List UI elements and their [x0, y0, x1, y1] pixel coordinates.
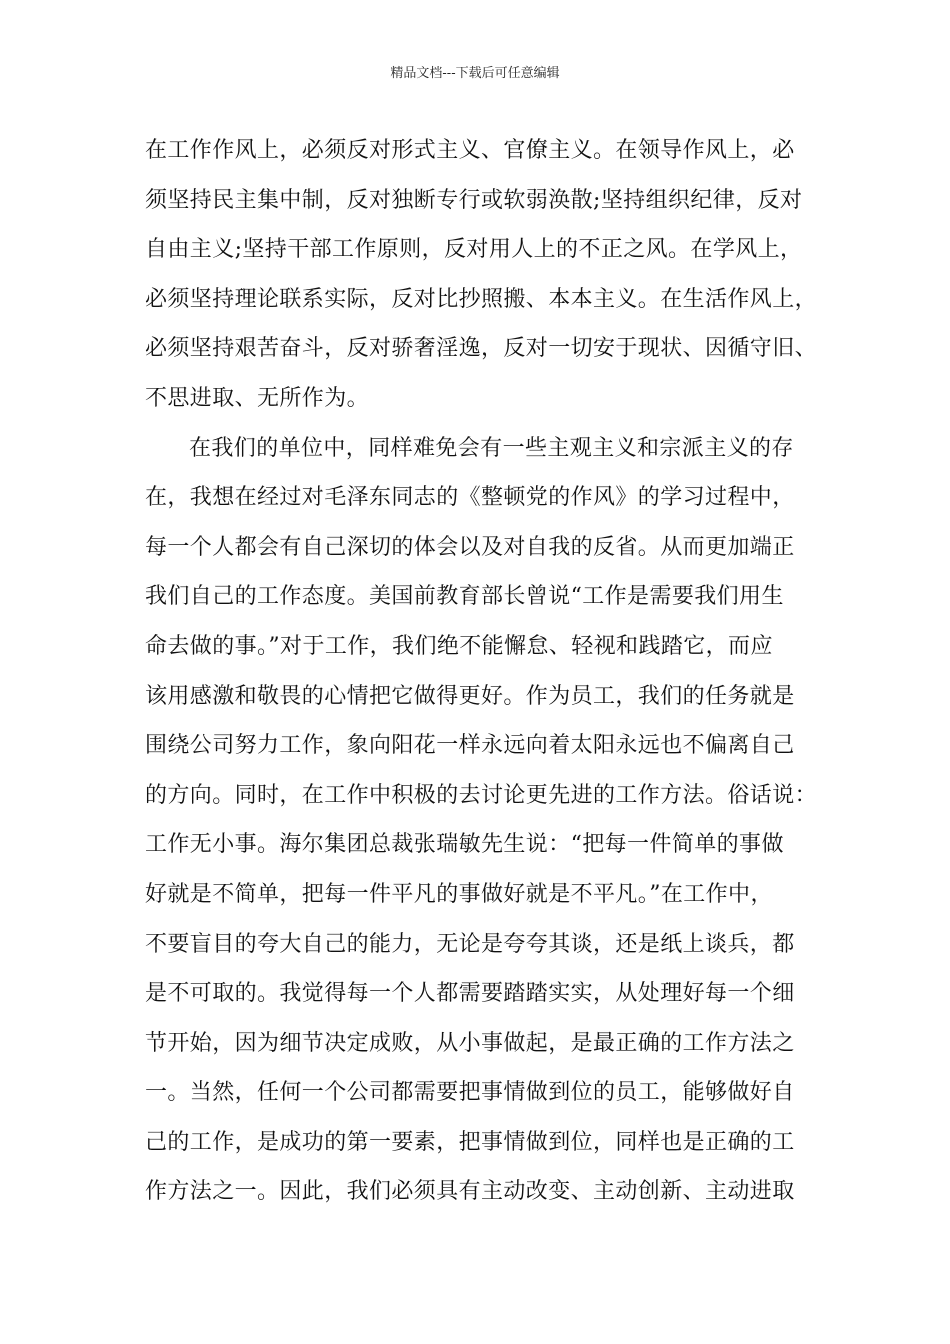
- text-line: 必须坚持艰苦奋斗，反对骄奢淫逸，反对一切安于现状、因循守旧、: [145, 336, 818, 362]
- text-line: 在我们的单位中，同样难免会有一些主观主义和宗派主义的存: [189, 435, 794, 461]
- text-line: 我们自己的工作态度。美国前教育部长曾说“工作是需要我们用生: [145, 584, 784, 610]
- text-line: 在，我想在经过对毛泽东同志的《整顿党的作风》的学习过程中，: [145, 485, 795, 511]
- text-line: 该用感激和敬畏的心情把它做得更好。作为员工，我们的任务就是: [145, 683, 795, 709]
- paragraph-1: [145, 126, 835, 424]
- text-line: 是不可取的。我觉得每一个人都需要踏踏实实，从处理好每一个细: [145, 981, 795, 1007]
- text-line: 命去做的事。”对于工作，我们绝不能懈怠、轻视和践踏它，而应: [145, 633, 773, 659]
- text-line: 工作无小事。海尔集团总裁张瑞敏先生说：“把每一件简单的事做: [145, 832, 784, 858]
- text-line: 每一个人都会有自己深切的体会以及对自我的反省。从而更加端正: [145, 534, 795, 560]
- text-line: 好就是不简单，把每一件平凡的事做好就是不平凡。”在工作中，: [145, 881, 773, 907]
- text-line: 不要盲目的夸大自己的能力，无论是夸夸其谈，还是纸上谈兵，都: [145, 931, 795, 957]
- text-line: 的方向。同时，在工作中积极的去讨论更先进的工作方法。俗话说：: [145, 782, 818, 808]
- text-line: 不思进取、无所作为。: [145, 385, 370, 411]
- document-body: [145, 126, 835, 1217]
- text-line: 在工作作风上，必须反对形式主义、官僚主义。在领导作风上，必: [145, 138, 795, 163]
- text-line: 须坚持民主集中制，反对独断专行或软弱涣散;坚持组织纪律，反对: [145, 187, 803, 213]
- text-line: 必须坚持理论联系实际，反对比抄照搬、本本主义。在生活作风上，: [145, 286, 818, 312]
- paragraph-2: [145, 424, 835, 1218]
- page-header: 精品文档---下载后可任意编辑: [390, 66, 560, 81]
- text-line: 围绕公司努力工作，象向阳花一样永远向着太阳永远也不偏离自己: [145, 733, 795, 759]
- text-line: 自由主义;坚持干部工作原则，反对用人上的不正之风。在学风上，: [145, 237, 803, 263]
- text-line: 节开始，因为细节决定成败，从小事做起，是最正确的工作方法之: [145, 1030, 795, 1056]
- text-line: 一。当然，任何一个公司都需要把事情做到位的员工，能够做好自: [145, 1080, 795, 1106]
- text-line: 作方法之一。因此，我们必须具有主动改变、主动创新、主动进取: [145, 1179, 795, 1205]
- text-line: 己的工作，是成功的第一要素，把事情做到位，同样也是正确的工: [145, 1129, 795, 1155]
